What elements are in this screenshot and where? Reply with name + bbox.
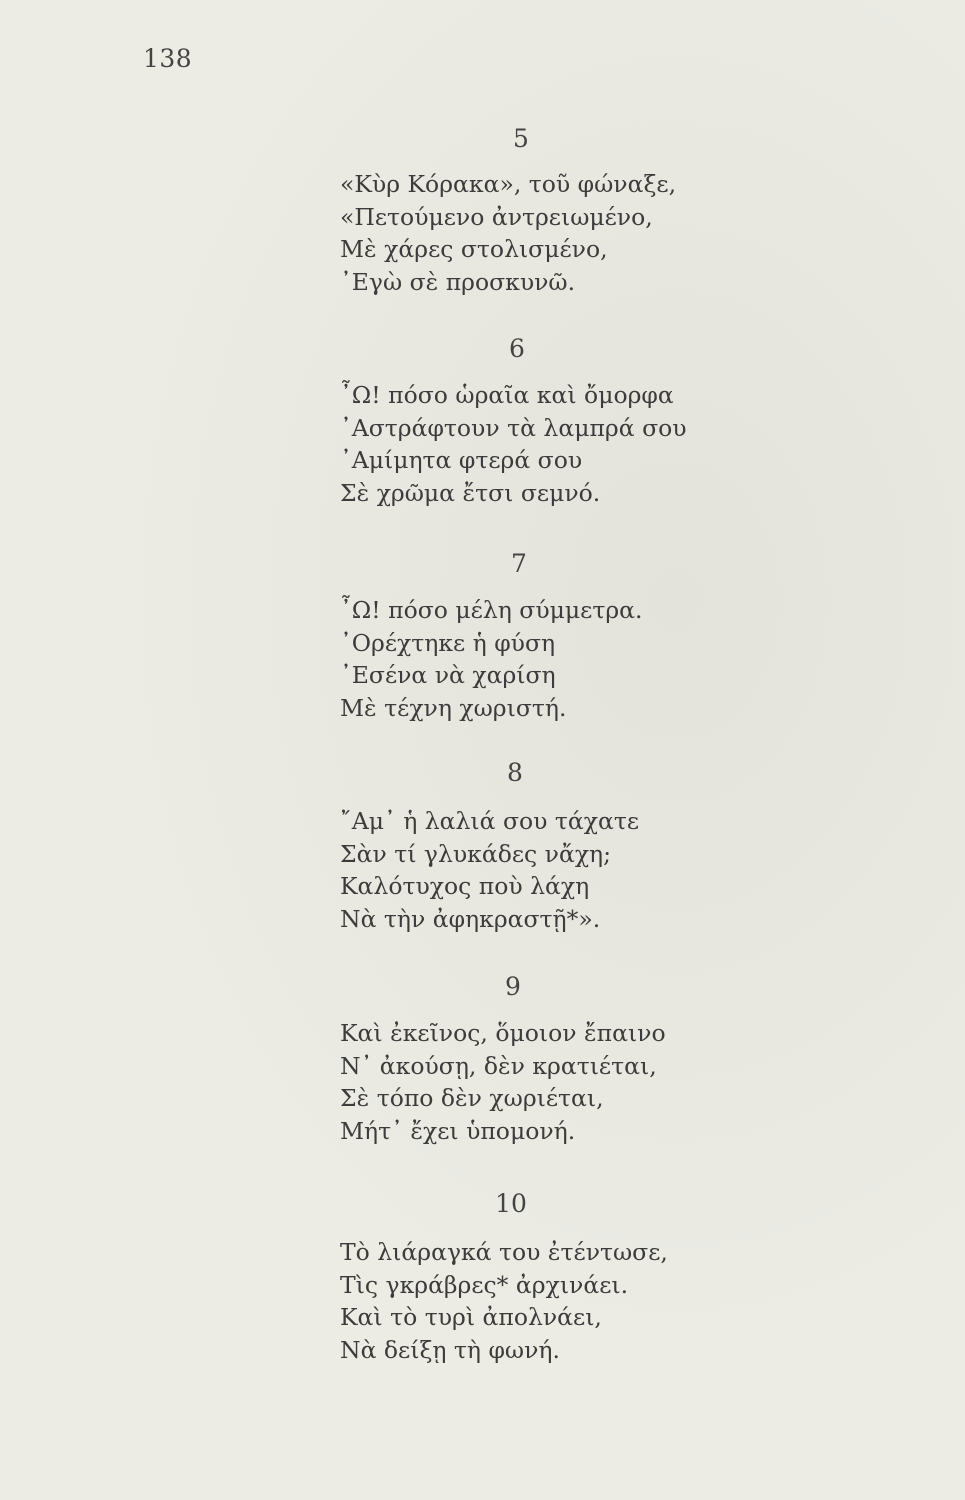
verse-line: Σὰν τί γλυκάδες νἄχη;: [340, 839, 612, 868]
verse-line: Σὲ χρῶμα ἔτσι σεμνό.: [340, 479, 601, 508]
verse-line: ᾿Ορέχτηκε ἡ φύση: [340, 628, 556, 657]
stanza-number: 9: [505, 972, 521, 1001]
stanza-number: 8: [507, 758, 523, 787]
stanza: [340, 379, 687, 510]
page-number: 138: [143, 44, 193, 73]
verse-line: Μὲ τέχνη χωριστή.: [340, 694, 567, 723]
stanza-number: 6: [509, 334, 525, 363]
verse-line: Νὰ δείξῃ τὴ φωνή.: [340, 1336, 560, 1365]
verse-line: Νὰ τὴν ἀφηκραστῇ*».: [340, 905, 601, 934]
verse-line: ῏Ω! πόσο ὡραῖα καὶ ὄμορφα: [340, 381, 674, 409]
verse-line: «Πετούμενο ἀντρειωμένο,: [340, 202, 653, 231]
stanza: [340, 594, 643, 725]
verse-line: ᾿Αστράφτουν τὰ λαμπρά σου: [340, 413, 687, 442]
verse-line: Καὶ τὸ τυρὶ ἀπολνάει,: [340, 1303, 602, 1332]
stanza-number: 10: [495, 1189, 527, 1218]
verse-line: ῏Ω! πόσο μέλη σύμμετρα.: [340, 596, 643, 624]
verse-line: ᾿Εσένα νὰ χαρίση: [340, 661, 556, 690]
verse-line: Τὶς γκράβρες* ἀρχινάει.: [340, 1270, 629, 1299]
verse-line: ῎Αμ᾿ ἡ λαλιά σου τάχατε: [340, 807, 640, 835]
verse-line: Μήτ᾿ ἔχει ὑπομονή.: [340, 1117, 576, 1146]
verse-line: ᾿Αμίμητα φτερά σου: [340, 446, 583, 475]
verse-line: Καὶ ἐκεῖνος, ὅμοιον ἔπαινο: [340, 1019, 666, 1047]
stanza-number: 7: [511, 549, 527, 578]
verse-line: Ν᾿ ἀκούσῃ, δὲν κρατιέται,: [340, 1051, 657, 1080]
stanza: [340, 1236, 668, 1367]
verse-line: Μὲ χάρες στολισμένο,: [340, 235, 608, 264]
verse-line: ᾿Εγὼ σὲ προσκυνῶ.: [340, 268, 576, 297]
verse-line: Καλότυχος ποὺ λάχη: [340, 872, 590, 901]
stanza-number: 5: [513, 124, 529, 153]
stanza: [340, 168, 676, 299]
stanza: [340, 1017, 666, 1148]
verse-line: Τὸ λιάραγκά του ἐτέντωσε,: [340, 1238, 668, 1266]
verse-line: «Κὺρ Κόρακα», τοῦ φώναξε,: [340, 170, 677, 198]
verse-line: Σὲ τόπο δὲν χωριέται,: [340, 1084, 604, 1113]
stanza: [340, 805, 639, 936]
